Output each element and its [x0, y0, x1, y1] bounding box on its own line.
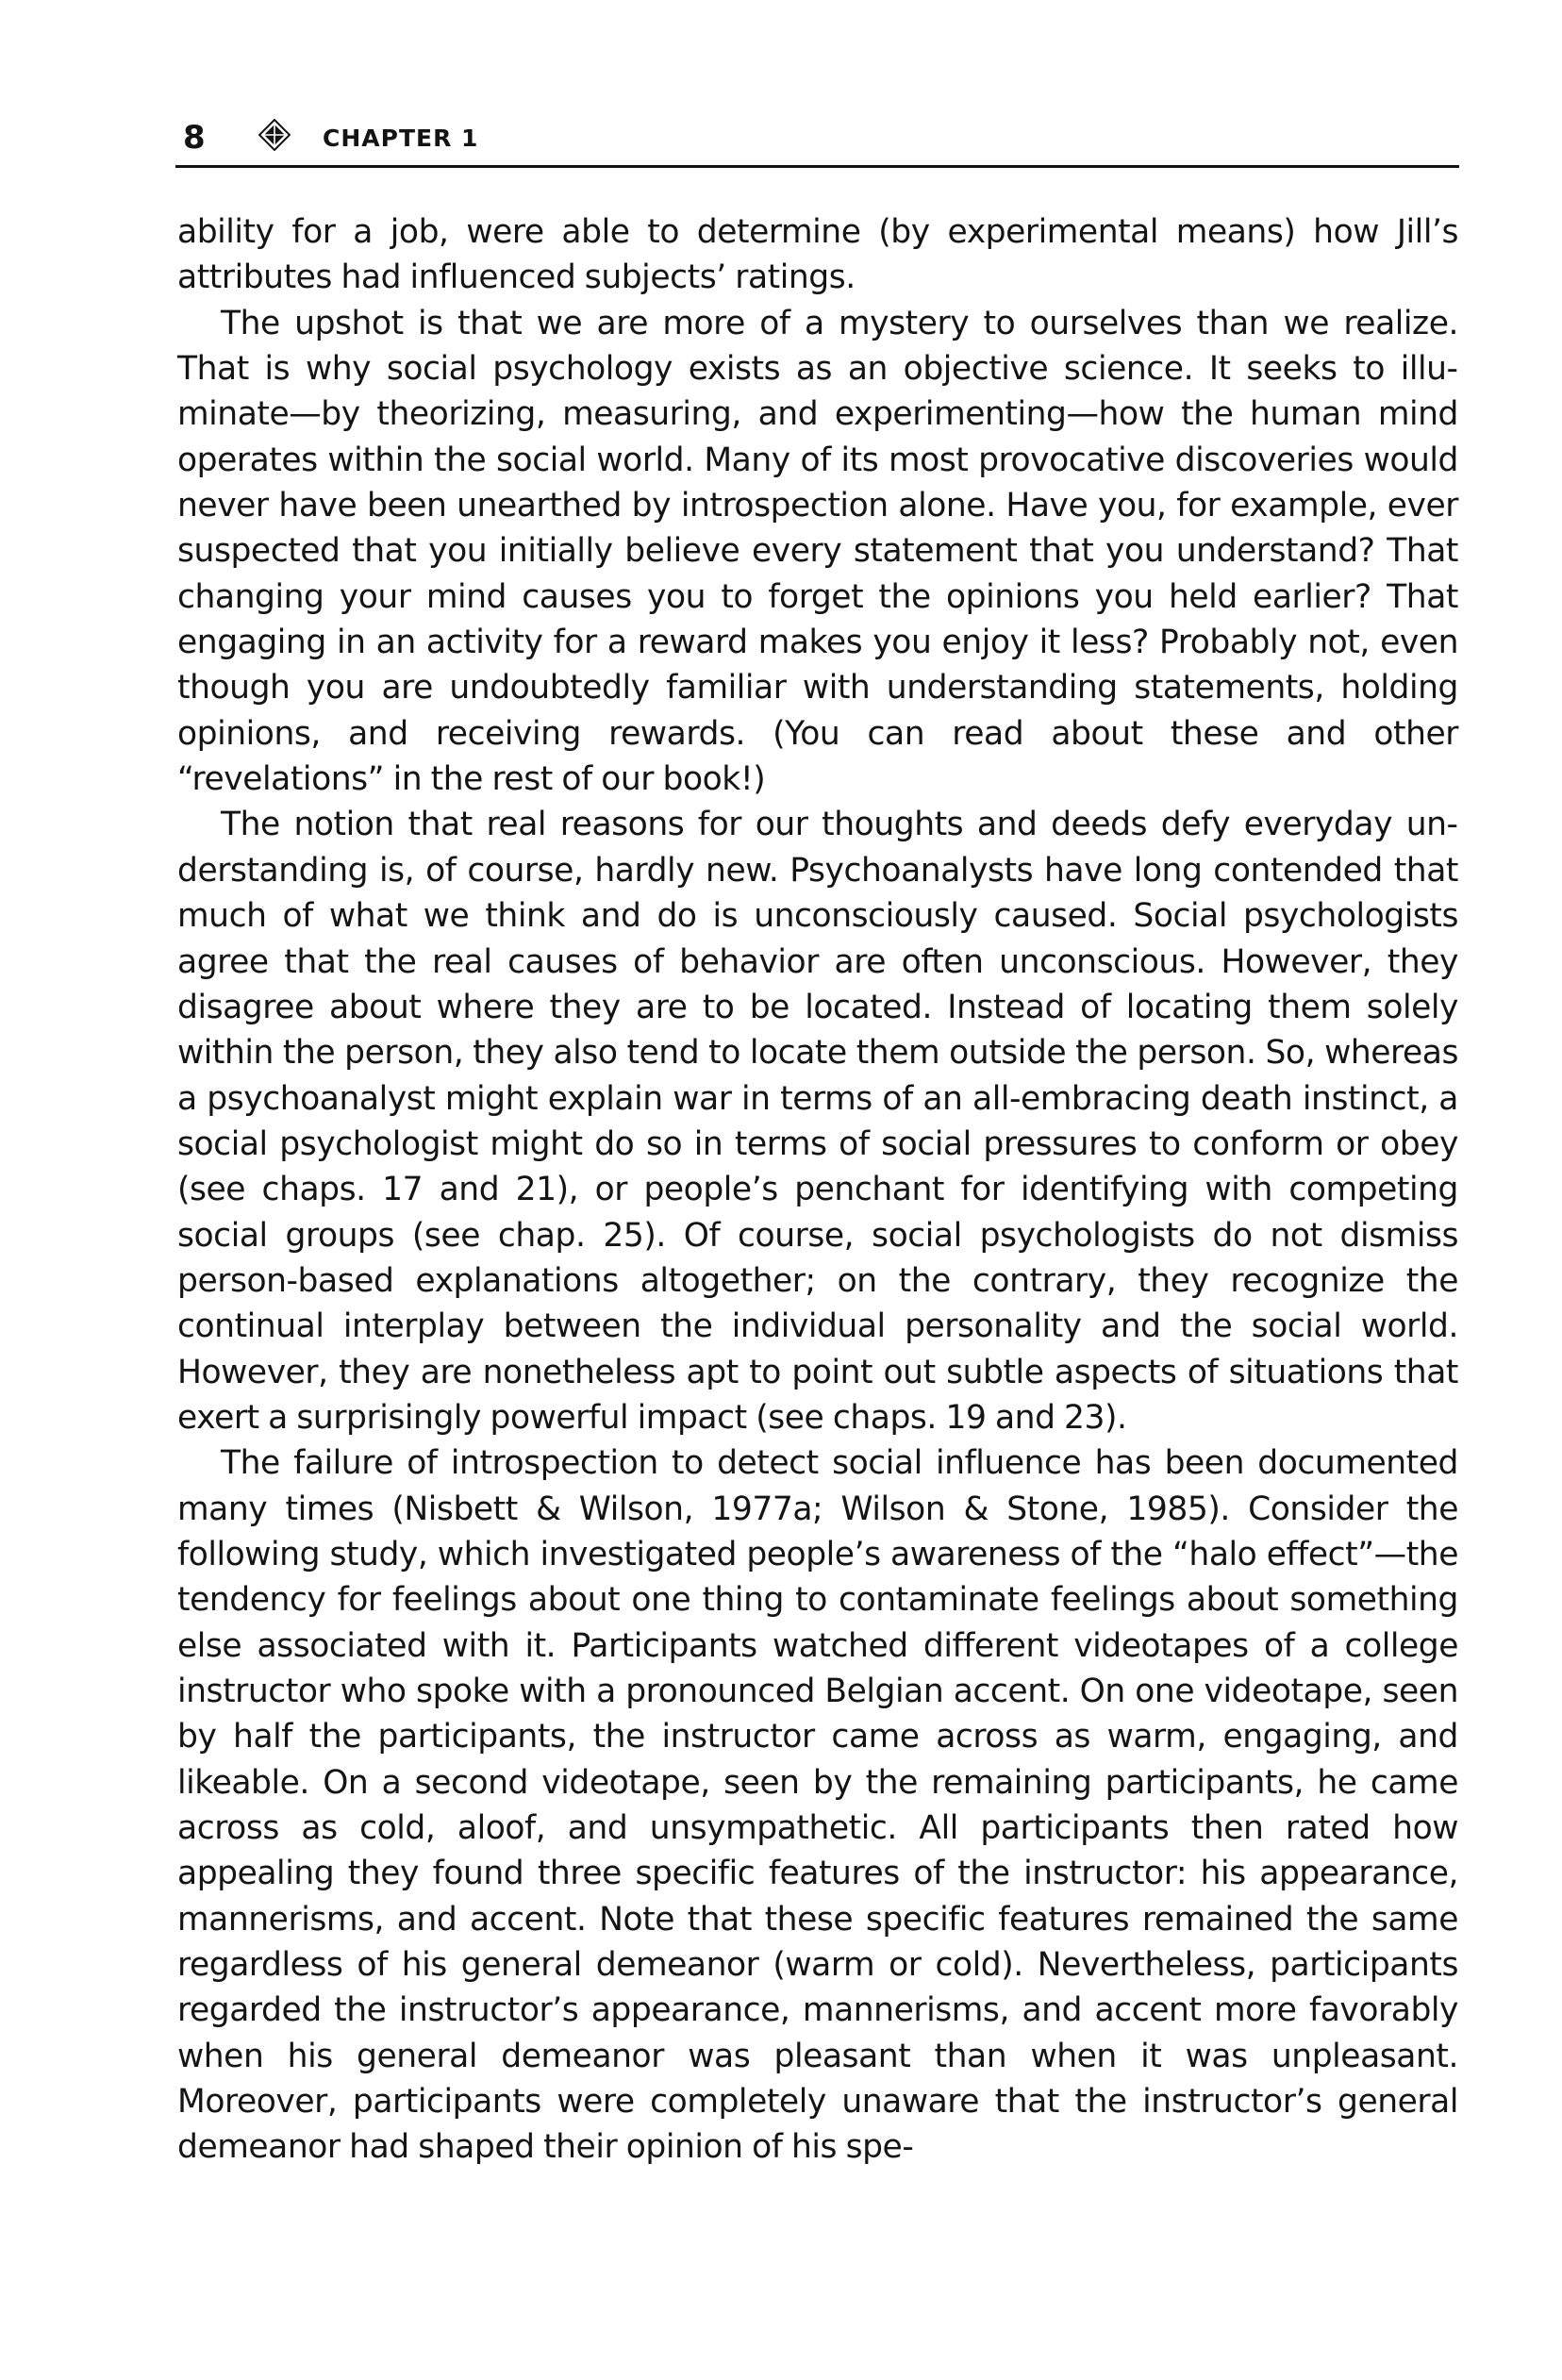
chapter-label: CHAPTER 1 — [323, 125, 479, 152]
running-head — [175, 115, 1458, 160]
header-rule — [175, 165, 1459, 168]
page-number: 8 — [183, 119, 206, 157]
body-text — [177, 209, 1458, 2171]
paragraph-continued: ability for a job, were able to determine (by experimental means) how Jill’s attributes had influenced subjects’ ratings. — [177, 213, 1458, 297]
paragraph: The failure of introspection to detect social influence has been documented many times (Nisbett & Wilson, 1977a; Wilson & Stone, 1985). Consider the following study, which investigated people’s awareness of the “halo effect”—the tendency for feelings about one thing to contaminate feelings about something else associated with it. Participants watched different videotapes of a college instructor who spoke with a pronounced Belgian accent. On one videotape, seen by half the participants, the instructor came across as warm, engaging, and likeable. On a second videotape, seen by the remaining participants, he came across as cold, aloof, and unsympathetic. All participants then rated how appealing they found three specific features of the instructor: his appearance, mannerisms, and accent. Note that these specific features remained the same regardless of his general demeanor (warm or cold). Nevertheless, participants regarded the instructor’s appearance, mannerisms, and accent more favorably when his general demeanor was pleasant than when it was unpleasant. Moreover, participants were completely unaware that the instructor’s general demeanor had shaped their opinion of his spe- — [177, 1444, 1458, 2167]
paragraph: The upshot is that we are more of a mystery to ourselves than we realize. That is why social psychology exists as an objective science. It seeks to illuminate—by theorizing, measuring, and experimenting—how the human mind operates within the social world. Many of its most provocative discoveries would never have been unearthed by introspection alone. Have you, for example, ever suspected that you initially believe every statement that you understand? That changing your mind causes you to forget the opinions you held earlier? That engaging in an activity for a reward makes you enjoy it less? Probably not, even though you are undoubtedly familiar with understanding statements, holding opinions, and receiving rewards. (You can read about these and other “revelations” in the rest of our book!) — [177, 304, 1458, 799]
diamond-ornament-icon — [258, 119, 291, 151]
paragraph: The notion that real reasons for our thoughts and deeds defy everyday understanding is, of course, hardly new. Psychoanalysts have long contended that much of what we think and do is unconsciously caused. Social psychologists agree that the real causes of behavior are often unconscious. However, they disagree about where they are to be located. Instead of locating them solely within the person, they also tend to locate them outside the person. So, whereas a psychoanalyst might explain war in terms of an all-embracing death instinct, a social psychologist might do so in terms of social pressures to conform or obey (see chaps. 17 and 21), or people’s penchant for identifying with competing social groups (see chap. 25). Of course, social psychologists do not dismiss person-based explanations altogether; on the contrary, they recognize the continual interplay between the individual personality and the social world. However, they are nonetheless apt to point out subtle aspects of situations that exert a surprisingly powerful impact (see chaps. 19 and 23). — [177, 806, 1458, 1437]
